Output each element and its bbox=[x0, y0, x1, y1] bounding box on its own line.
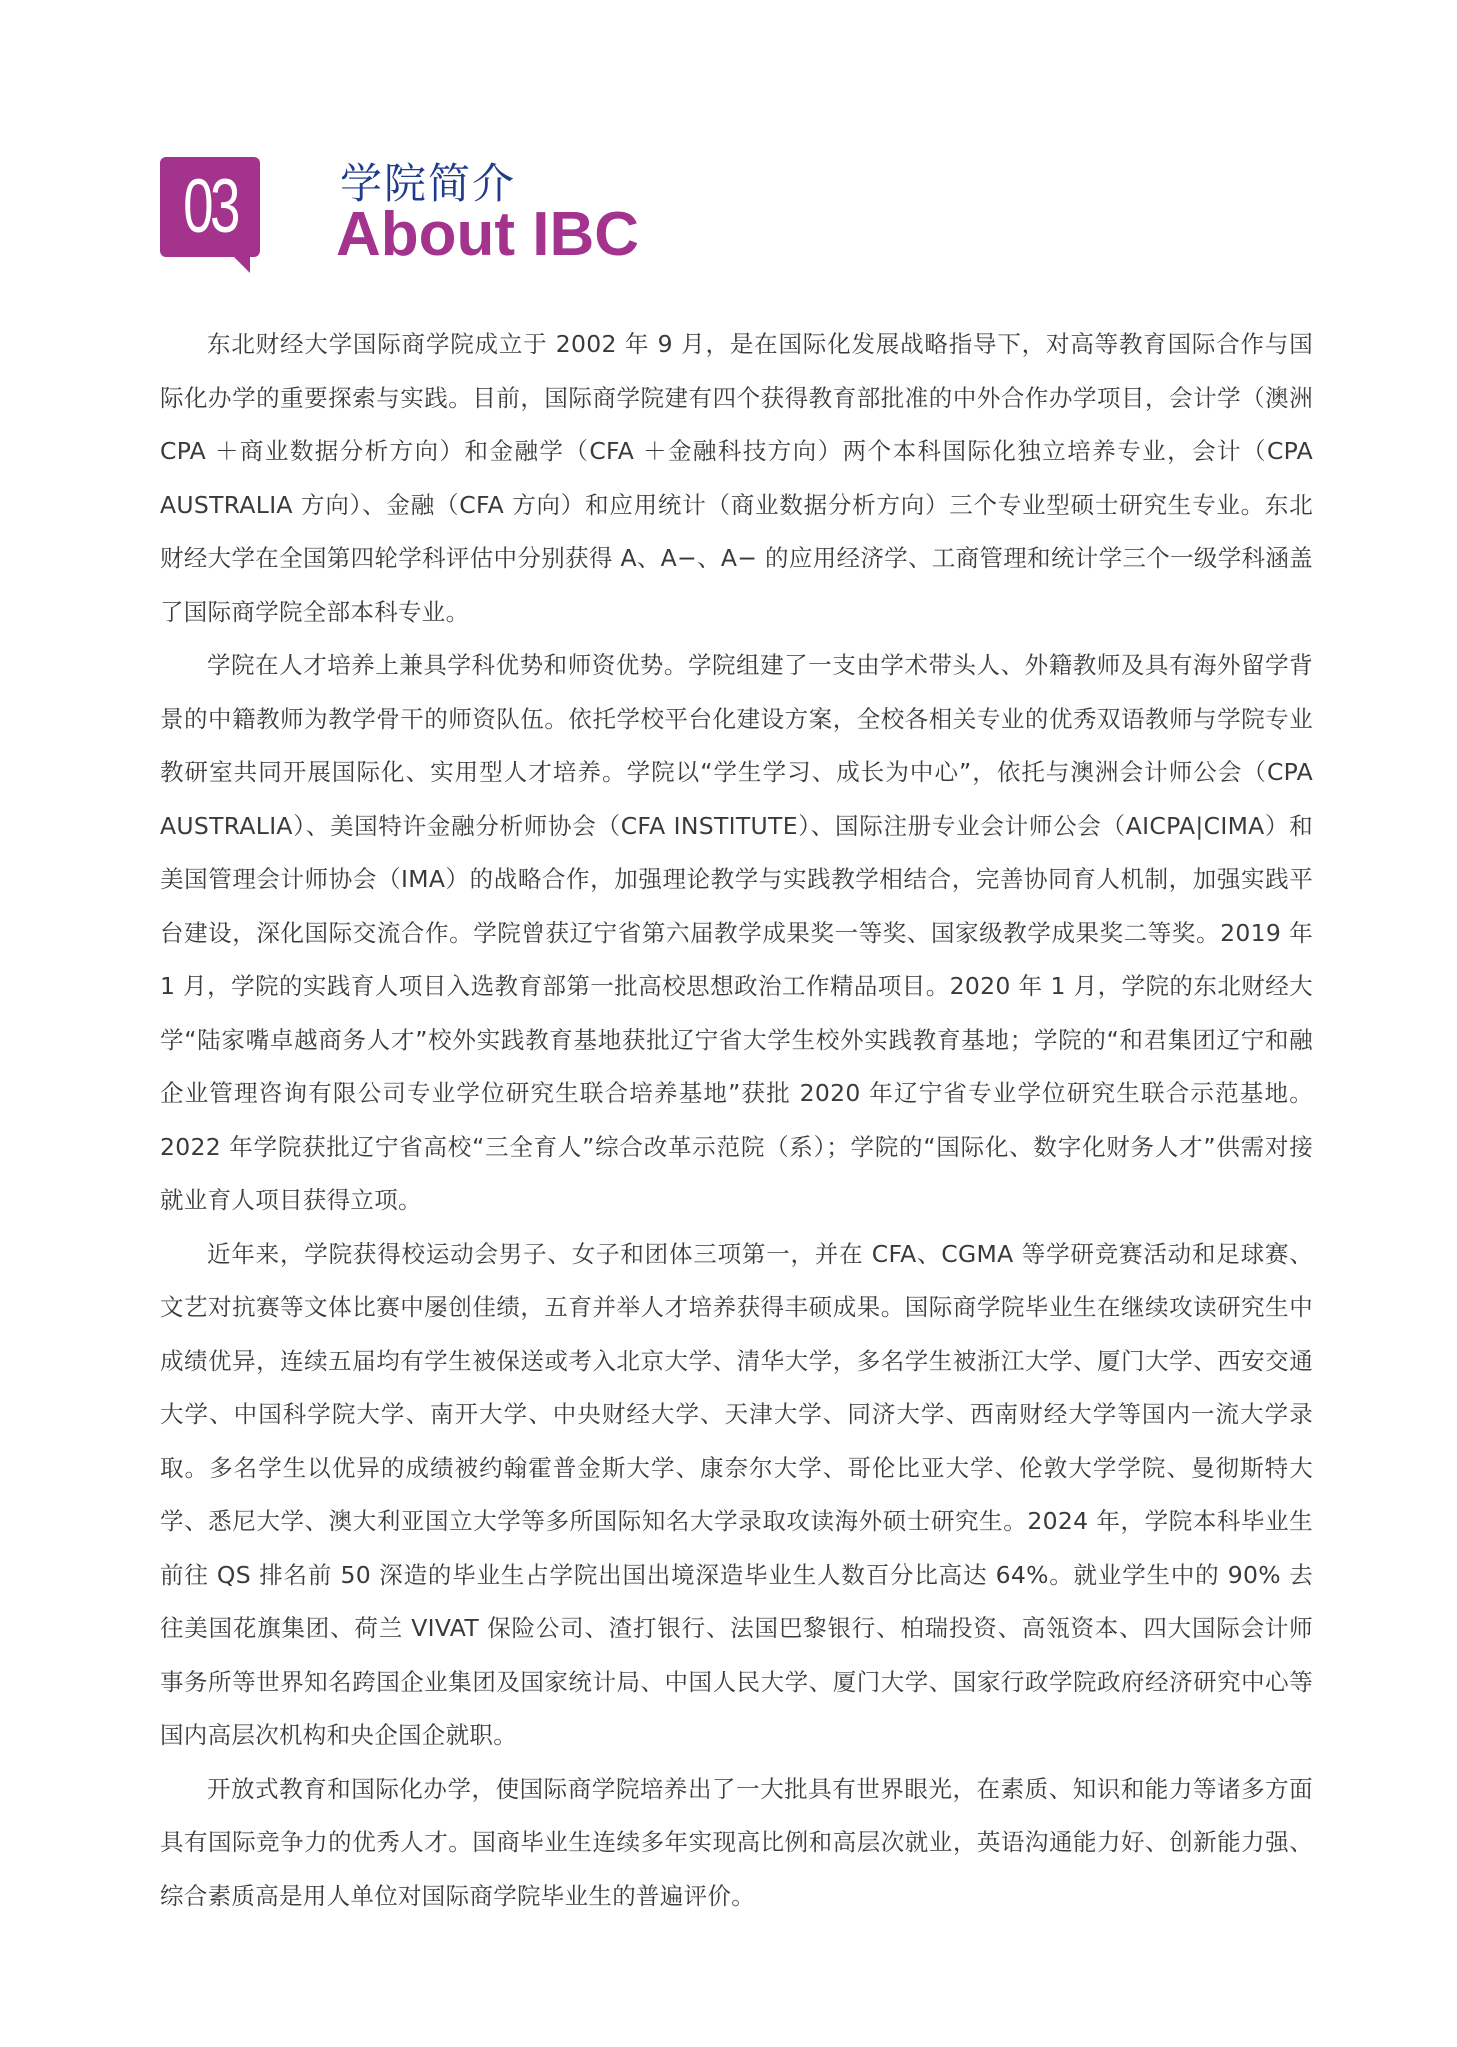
section-number: 03 bbox=[183, 164, 237, 249]
page-title-chinese: 学院简介 bbox=[340, 159, 517, 208]
article-body bbox=[160, 318, 1313, 1923]
section-number-badge bbox=[160, 157, 260, 257]
page-title-english: About IBC bbox=[336, 200, 640, 269]
section-header bbox=[160, 157, 1320, 277]
paragraph-faculty: 学院在人才培养上兼具学科优势和师资优势。学院组建了一支由学术带头人、外籍教师及具有海外留学背景的中籍教师为教学骨干的师资队伍。依托学校平台化建设方案，全校各相关专业的优秀双语教师与学院专业教研室共同开展国际化、实用型人才培养。学院以“学生学习、成长为中心”，依托与澳洲会计师公会（CPA AUSTRALIA）、美国特许金融分析师协会（CFA INSTITUTE）、国际注册专业会计师公会（AICPA|CIMA）和美国管理会计师协会（IMA）的战略合作，加强理论教学与实践教学相结合，完善协同育人机制，加强实践平台建设，深化国际交流合作。学院曾获辽宁省第六届教学成果奖一等奖、国家级教学成果奖二等奖。2019 年 1 月，学院的实践育人项目入选教育部第一批高校思想政治工作精品项目。2020 年 1 月，学院的东北财经大学“陆家嘴卓越商务人才”校外实践教育基地获批辽宁省大学生校外实践教育基地；学院的“和君集团辽宁和融企业管理咨询有限公司专业学位研究生联合培养基地”获批 2020 年辽宁省专业学位研究生联合示范基地。2022 年学院获批辽宁省高校“三全育人”综合改革示范院（系）；学院的“国际化、数字化财务人才”供需对接就业育人项目获得立项。 bbox=[160, 651, 1313, 1214]
paragraph-achievements: 近年来，学院获得校运动会男子、女子和团体三项第一，并在 CFA、CGMA 等学研竞赛活动和足球赛、文艺对抗赛等文体比赛中屡创佳绩，五育并举人才培养获得丰硕成果。国际商学院毕业生在继续攻读研究生中成绩优异，连续五届均有学生被保送或考入北京大学、清华大学，多名学生被浙江大学、厦门大学、西安交通大学、中国科学院大学、南开大学、中央财经大学、天津大学、同济大学、西南财经大学等国内一流大学录取。多名学生以优异的成绩被约翰霍普金斯大学、康奈尔大学、哥伦比亚大学、伦敦大学学院、曼彻斯特大学、悉尼大学、澳大利亚国立大学等多所国际知名大学录取攻读海外硕士研究生。2024 年，学院本科毕业生前往 QS 排名前 50 深造的毕业生占学院出国出境深造毕业生人数百分比高达 64%。就业学生中的 90% 去往美国花旗集团、荷兰 VIVAT 保险公司、渣打银行、法国巴黎银行、柏瑞投资、高瓴资本、四大国际会计师事务所等世界知名跨国企业集团及国家统计局、中国人民大学、厦门大学、国家行政学院政府经济研究中心等国内高层次机构和央企国企就职。 bbox=[160, 1239, 1313, 1749]
paragraph-history: 东北财经大学国际商学院成立于 2002 年 9 月，是在国际化发展战略指导下，对高等教育国际合作与国际化办学的重要探索与实践。目前，国际商学院建有四个获得教育部批准的中外合作办学项目，会计学（澳洲 CPA ＋商业数据分析方向）和金融学（CFA ＋金融科技方向）两个本科国际化独立培养专业，会计（CPA AUSTRALIA 方向）、金融（CFA 方向）和应用统计（商业数据分析方向）三个专业型硕士研究生专业。东北财经大学在全国第四轮学科评估中分别获得 A、A−、A− 的应用经济学、工商管理和统计学三个一级学科涵盖了国际商学院全部本科专业。 bbox=[160, 330, 1313, 626]
paragraph-summary: 开放式教育和国际化办学，使国际商学院培养出了一大批具有世界眼光，在素质、知识和能力等诸多方面具有国际竞争力的优秀人才。国商毕业生连续多年实现高比例和高层次就业，英语沟通能力好、创新能力强、综合素质高是用人单位对国际商学院毕业生的普遍评价。 bbox=[160, 1774, 1313, 1910]
